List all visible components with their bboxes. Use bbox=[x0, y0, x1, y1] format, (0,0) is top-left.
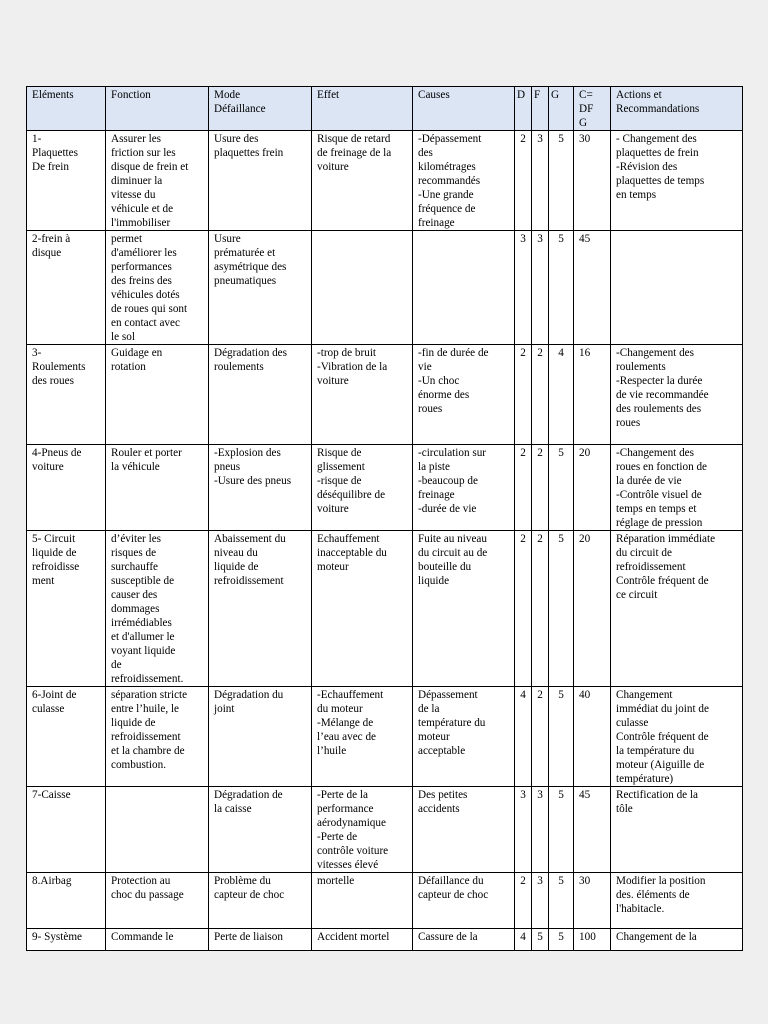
cell-g: 5 bbox=[549, 231, 574, 345]
cell-element: 5- Circuit liquide de refroidisse ment bbox=[27, 531, 106, 687]
cell-d: 2 bbox=[515, 531, 532, 687]
cell-mode-defaillance: Perte de liaison bbox=[209, 929, 312, 951]
cell-actions: Changement immédiat du joint de culasse Contrôle fréquent de la température du moteur (Aiguille de température) bbox=[611, 687, 743, 787]
cell-fonction: permet d'améliorer les performances des freins des véhicules dotés de roues qui sont en contact avec le sol bbox=[106, 231, 209, 345]
table-row bbox=[27, 873, 743, 929]
cell-criticite: 20 bbox=[574, 445, 611, 531]
cell-g: 5 bbox=[549, 787, 574, 873]
cell-criticite: 100 bbox=[574, 929, 611, 951]
cell-effet: mortelle bbox=[312, 873, 413, 929]
cell-effet: -Perte de la performance aérodynamique -Perte de contrôle voiture vitesses élevé bbox=[312, 787, 413, 873]
cell-f: 3 bbox=[532, 787, 549, 873]
cell-criticite: 30 bbox=[574, 131, 611, 231]
cell-f: 3 bbox=[532, 231, 549, 345]
header-f: F bbox=[532, 87, 549, 131]
cell-d: 2 bbox=[515, 131, 532, 231]
header-fonction: Fonction bbox=[106, 87, 209, 131]
cell-criticite: 45 bbox=[574, 787, 611, 873]
cell-element: 7-Caisse bbox=[27, 787, 106, 873]
cell-element: 9- Système bbox=[27, 929, 106, 951]
cell-causes: Cassure de la bbox=[413, 929, 515, 951]
cell-causes: Fuite au niveau du circuit au de bouteille du liquide bbox=[413, 531, 515, 687]
cell-element: 6-Joint de culasse bbox=[27, 687, 106, 787]
cell-d: 2 bbox=[515, 445, 532, 531]
cell-d: 2 bbox=[515, 345, 532, 445]
cell-effet: -trop de bruit -Vibration de la voiture bbox=[312, 345, 413, 445]
table-row bbox=[27, 687, 743, 787]
header-actions: Actions et Recommandations bbox=[611, 87, 743, 131]
cell-actions: Rectification de la tôle bbox=[611, 787, 743, 873]
cell-fonction: séparation stricte entre l’huile, le liquide de refroidissement et la chambre de combustion. bbox=[106, 687, 209, 787]
cell-g: 5 bbox=[549, 873, 574, 929]
cell-fonction: Rouler et porter la véhicule bbox=[106, 445, 209, 531]
amdec-table bbox=[26, 86, 743, 951]
cell-actions: -Changement des roulements -Respecter la durée de vie recommandée des roulements des roues bbox=[611, 345, 743, 445]
cell-d: 3 bbox=[515, 787, 532, 873]
cell-fonction: Commande le bbox=[106, 929, 209, 951]
header-g: G bbox=[549, 87, 574, 131]
cell-g: 4 bbox=[549, 345, 574, 445]
cell-actions bbox=[611, 231, 743, 345]
cell-element: 1- Plaquettes De frein bbox=[27, 131, 106, 231]
cell-g: 5 bbox=[549, 131, 574, 231]
cell-f: 2 bbox=[532, 445, 549, 531]
cell-causes: Dépassement de la température du moteur acceptable bbox=[413, 687, 515, 787]
cell-causes bbox=[413, 231, 515, 345]
header-effet: Effet bbox=[312, 87, 413, 131]
cell-f: 3 bbox=[532, 131, 549, 231]
table-header-row bbox=[27, 87, 743, 131]
table-row bbox=[27, 345, 743, 445]
cell-fonction bbox=[106, 787, 209, 873]
cell-g: 5 bbox=[549, 929, 574, 951]
cell-d: 3 bbox=[515, 231, 532, 345]
cell-actions: -Changement des roues en fonction de la durée de vie -Contrôle visuel de temps en temps et réglage de pression bbox=[611, 445, 743, 531]
table-body bbox=[27, 131, 743, 951]
cell-actions: Changement de la bbox=[611, 929, 743, 951]
cell-criticite: 45 bbox=[574, 231, 611, 345]
cell-effet: -Echauffement du moteur -Mélange de l’eau avec de l’huile bbox=[312, 687, 413, 787]
cell-criticite: 40 bbox=[574, 687, 611, 787]
cell-mode-defaillance: Usure des plaquettes frein bbox=[209, 131, 312, 231]
cell-fonction: Guidage en rotation bbox=[106, 345, 209, 445]
cell-effet: Echauffement inacceptable du moteur bbox=[312, 531, 413, 687]
header-causes: Causes bbox=[413, 87, 515, 131]
header-elements: Eléments bbox=[27, 87, 106, 131]
cell-f: 2 bbox=[532, 345, 549, 445]
header-mode-defaillance: Mode Défaillance bbox=[209, 87, 312, 131]
cell-criticite: 30 bbox=[574, 873, 611, 929]
cell-causes: Des petites accidents bbox=[413, 787, 515, 873]
cell-mode-defaillance: -Explosion des pneus -Usure des pneus bbox=[209, 445, 312, 531]
table-row bbox=[27, 787, 743, 873]
cell-mode-defaillance: Dégradation des roulements bbox=[209, 345, 312, 445]
cell-d: 2 bbox=[515, 873, 532, 929]
header-criticite: C= DF G bbox=[574, 87, 611, 131]
cell-causes: -circulation sur la piste -beaucoup de freinage -durée de vie bbox=[413, 445, 515, 531]
cell-element: 3- Roulements des roues bbox=[27, 345, 106, 445]
cell-mode-defaillance: Usure prématurée et asymétrique des pneumatiques bbox=[209, 231, 312, 345]
header-d: D bbox=[515, 87, 532, 131]
cell-fonction: Assurer les friction sur les disque de frein et diminuer la vitesse du véhicule et de l'immobiliser bbox=[106, 131, 209, 231]
table-row bbox=[27, 131, 743, 231]
cell-mode-defaillance: Problème du capteur de choc bbox=[209, 873, 312, 929]
cell-f: 3 bbox=[532, 873, 549, 929]
cell-causes: -fin de durée de vie -Un choc énorme des roues bbox=[413, 345, 515, 445]
cell-mode-defaillance: Dégradation du joint bbox=[209, 687, 312, 787]
cell-g: 5 bbox=[549, 531, 574, 687]
table-row bbox=[27, 231, 743, 345]
cell-f: 2 bbox=[532, 687, 549, 787]
table-row bbox=[27, 929, 743, 951]
cell-f: 5 bbox=[532, 929, 549, 951]
cell-causes: Défaillance du capteur de choc bbox=[413, 873, 515, 929]
cell-criticite: 20 bbox=[574, 531, 611, 687]
cell-actions: Réparation immédiate du circuit de refroidissement Contrôle fréquent de ce circuit bbox=[611, 531, 743, 687]
cell-effet: Accident mortel bbox=[312, 929, 413, 951]
cell-mode-defaillance: Abaissement du niveau du liquide de refroidissement bbox=[209, 531, 312, 687]
cell-g: 5 bbox=[549, 445, 574, 531]
cell-g: 5 bbox=[549, 687, 574, 787]
cell-mode-defaillance: Dégradation de la caisse bbox=[209, 787, 312, 873]
cell-criticite: 16 bbox=[574, 345, 611, 445]
cell-f: 2 bbox=[532, 531, 549, 687]
cell-element: 4-Pneus de voiture bbox=[27, 445, 106, 531]
cell-fonction: d’éviter les risques de surchauffe susceptible de causer des dommages irrémédiables et d'allumer le voyant liquide de refroidissement. bbox=[106, 531, 209, 687]
cell-d: 4 bbox=[515, 929, 532, 951]
cell-d: 4 bbox=[515, 687, 532, 787]
cell-actions: - Changement des plaquettes de frein -Révision des plaquettes de temps en temps bbox=[611, 131, 743, 231]
cell-element: 8.Airbag bbox=[27, 873, 106, 929]
cell-effet bbox=[312, 231, 413, 345]
cell-effet: Risque de retard de freinage de la voiture bbox=[312, 131, 413, 231]
cell-causes: -Dépassement des kilométrages recommandés -Une grande fréquence de freinage bbox=[413, 131, 515, 231]
cell-effet: Risque de glissement -risque de déséquilibre de voiture bbox=[312, 445, 413, 531]
cell-fonction: Protection au choc du passage bbox=[106, 873, 209, 929]
cell-element: 2-frein à disque bbox=[27, 231, 106, 345]
cell-actions: Modifier la position des. éléments de l'habitacle. bbox=[611, 873, 743, 929]
table-row bbox=[27, 531, 743, 687]
table-row bbox=[27, 445, 743, 531]
